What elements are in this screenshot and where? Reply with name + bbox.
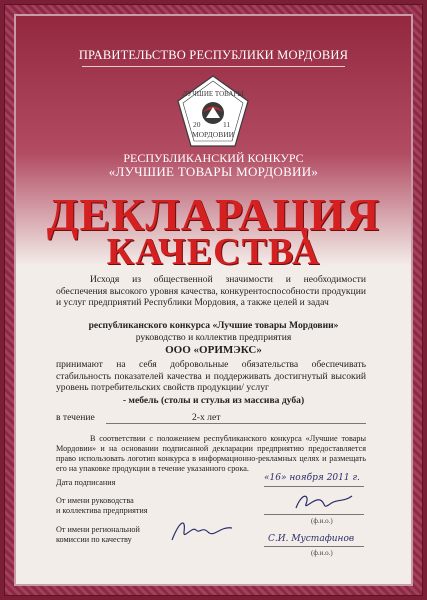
commission-underline [264, 546, 364, 547]
commission-label-1: От имени региональной [56, 525, 140, 534]
contest-name: республиканского конкурса «Лучшие товары Мордовии» [88, 320, 339, 331]
fio-caption-1: (ф.и.о.) [311, 517, 333, 525]
company-name: ООО «ОРИМЭКС» [165, 344, 262, 356]
management-underline [264, 514, 364, 515]
certificate-body [14, 14, 413, 586]
date-label: Дата подписания [56, 478, 116, 487]
commission-label-2: комиссии по качеству [56, 535, 132, 544]
term-value: 2-х лет [192, 412, 221, 423]
title-divider [82, 66, 345, 67]
contest-logo-icon [175, 74, 251, 150]
quality-title: КАЧЕСТВА [106, 231, 321, 273]
declaration-title: ДЕКЛАРАЦИЯ [46, 189, 381, 240]
management-label-1: От имени руководства [56, 496, 134, 505]
intro-paragraph: Исходя из общественной значимости и необходимости обеспечения высокого уровня качества, конкурентоспособности продукции и услуг предприятий Республики Мордовия, а также целей и задач [56, 274, 366, 308]
legal-paragraph: В соответствии с положением республиканского конкурса «Лучшие товары Мордовии» и на основании подписанной декларации предприятию предоставляется право использовать логотип конкурса в информационно-рекламных целях и размещать его на упаковке продукции в течение указанного срока. [56, 434, 366, 473]
management-signature [292, 490, 356, 514]
commission-signature [166, 516, 236, 546]
government-title: ПРАВИТЕЛЬСТВО РЕСПУБЛИКИ МОРДОВИЯ [78, 48, 349, 62]
logo-year-left: 20 [193, 120, 201, 129]
product-line: - мебель (столы и стулья из массива дуба) [122, 395, 305, 406]
contest-line-1: РЕСПУБЛИКАНСКИЙ КОНКУРС [123, 151, 304, 165]
term-label: в течение [56, 412, 95, 423]
management-label-2: и коллектива предприятия [56, 506, 148, 515]
contest-heading [16, 151, 411, 179]
signing-date: «16» ноября 2011 г. [264, 473, 360, 483]
term-underline [106, 423, 366, 424]
contest-line-2: «ЛУЧШИЕ ТОВАРЫ МОРДОВИИ» [108, 164, 319, 179]
fio-caption-2: (ф.и.о.) [311, 549, 333, 557]
management-line: руководство и коллектив предприятия [135, 332, 292, 343]
commission-member-name: С.И. Мустафинов [268, 534, 355, 544]
logo-top-text: ЛУЧШИЕ ТОВАРЫ [182, 90, 244, 98]
date-underline [264, 486, 364, 487]
logo-year-right: 11 [223, 120, 231, 129]
logo-bottom-text: МОРДОВИИ [191, 130, 235, 139]
commitment-paragraph: принимают на себя добровольные обязательства обеспечивать стабильность показателей качества и поддерживать достигнутый высокий уровень потребительских свойств продукции/ услуг [56, 359, 366, 393]
